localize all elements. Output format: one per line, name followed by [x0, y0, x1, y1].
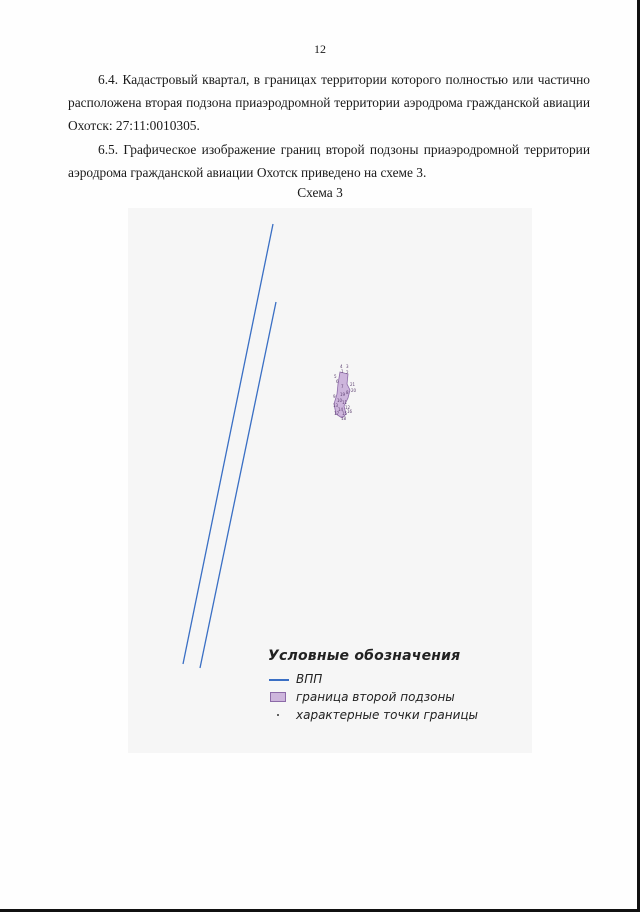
scheme-title: Схема 3: [297, 185, 343, 200]
boundary-point-labels: [333, 364, 357, 421]
legend-item-runway: [268, 670, 528, 688]
legend-item-subzone: [268, 688, 528, 706]
boundary-point-label: 19: [340, 392, 346, 397]
paragraph-6-5: 6.5. Графическое изображение границ второй подзоны приаэродромной территории аэродрома гражданской авиации Охотск приведено на схеме 3.: [68, 142, 590, 180]
point-dot-icon: [268, 709, 290, 721]
boundary-point-label: 8: [346, 390, 349, 395]
subzone-box-icon: [268, 691, 290, 703]
boundary-point-label: 17: [334, 411, 340, 416]
boundary-point-label: 10: [337, 398, 343, 403]
boundary-point-label: 20: [351, 388, 357, 393]
runway-line-right: [200, 302, 276, 668]
boundary-point-label: 3: [346, 364, 349, 369]
paragraph-6-4: 6.4. Кадастровый квартал, в границах территории которого полностью или частично расположена вторая подзона приаэродромной территории аэродрома гражданской авиации Охотск: 27:11:0010305.: [68, 72, 590, 133]
map-legend: [268, 648, 528, 724]
boundary-point-label: 5: [334, 374, 337, 379]
legend-label: ВПП: [296, 672, 323, 686]
legend-label: характерные точки границы: [296, 708, 479, 722]
boundary-point-label: 1: [341, 369, 344, 374]
boundary-point-label: 4: [340, 364, 343, 369]
page-number: 12: [314, 42, 326, 56]
boundary-point-label: 12: [345, 405, 351, 410]
boundary-point-label: 6: [336, 379, 339, 384]
boundary-point-label: 18: [341, 416, 347, 421]
boundary-point-label: 16: [347, 409, 353, 414]
legend-label: граница второй подзоны: [296, 690, 455, 704]
runway-line-icon: [268, 673, 290, 685]
boundary-point-label: 21: [350, 382, 356, 387]
boundary-point-label: 7: [341, 384, 344, 389]
boundary-point-label: 11: [342, 400, 348, 405]
boundary-point-label: 15: [342, 411, 348, 416]
runway-line-left: [183, 224, 273, 664]
boundary-point-label: 9: [333, 394, 336, 399]
boundary-point-label: 14: [338, 407, 344, 412]
boundary-point-label: 2: [346, 370, 349, 375]
boundary-point-label: 13: [333, 403, 339, 408]
legend-item-points: [268, 706, 528, 724]
legend-title: Условные обозначения: [268, 648, 461, 664]
